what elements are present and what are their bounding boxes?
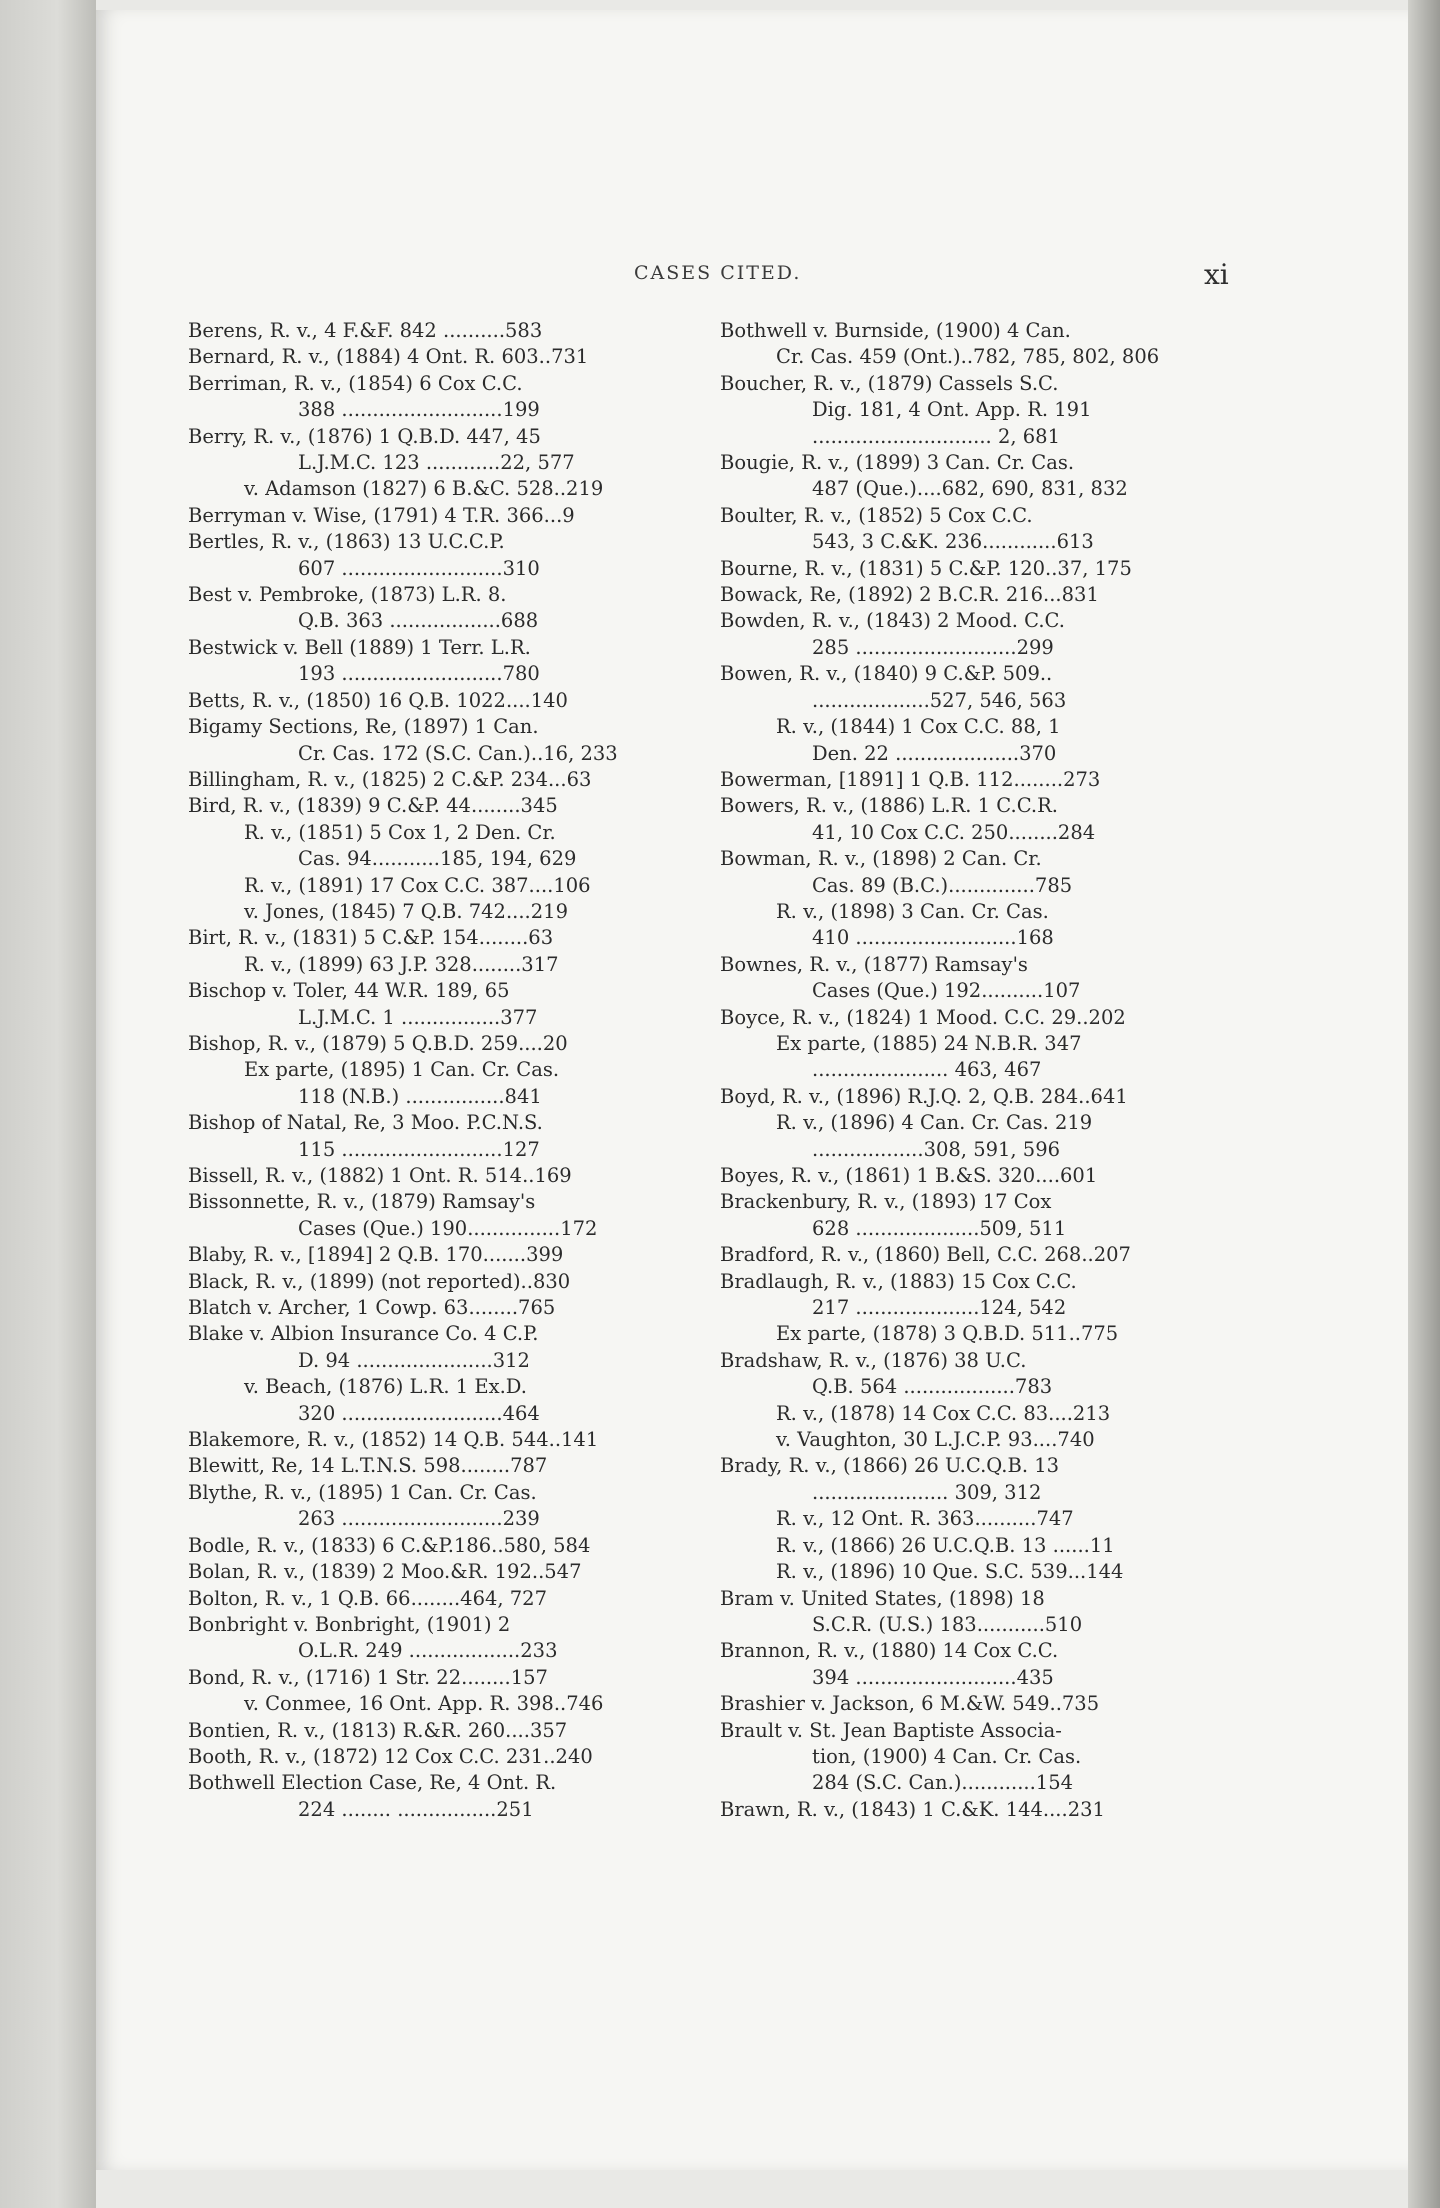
case-entry: [720, 1269, 1220, 1322]
case-entry-line: Bowerman, [1891] 1 Q.B. 112........273: [720, 767, 1101, 791]
case-entry-line: Boyce, R. v., (1824) 1 Mood. C.C. 29..202: [720, 1005, 1126, 1029]
case-entry: [188, 952, 688, 978]
case-entry-line: ..................308, 591, 596: [812, 1137, 1061, 1161]
case-entry: [720, 793, 1220, 846]
case-entry: [188, 714, 688, 767]
case-entry: [720, 767, 1220, 793]
case-entry-line: Bolton, R. v., 1 Q.B. 66........464, 727: [188, 1586, 547, 1610]
case-entry: [188, 1295, 688, 1321]
case-entry: [188, 1586, 688, 1612]
case-entry-line: tion, (1900) 4 Can. Cr. Cas.: [812, 1744, 1082, 1768]
binding-gutter: [0, 0, 96, 2208]
case-entry-line: Bowers, R. v., (1886) L.R. 1 C.C.R.: [720, 794, 1059, 818]
case-entry: [188, 899, 688, 925]
case-entry-line: 543, 3 C.&K. 236............613: [812, 530, 1094, 554]
case-entry-line: 41, 10 Cox C.C. 250........284: [812, 820, 1096, 844]
case-entry: [720, 1506, 1220, 1532]
case-entry-line: Bourne, R. v., (1831) 5 C.&P. 120..37, 175: [720, 556, 1132, 580]
case-entry: [720, 1427, 1220, 1453]
page-edge: [1408, 0, 1440, 2208]
case-entry-line: Den. 22 ....................370: [812, 741, 1057, 765]
case-entry-line: R. v., (1844) 1 Cox C.C. 88, 1: [776, 715, 1061, 739]
case-entry-line: Bontien, R. v., (1813) R.&R. 260....357: [188, 1718, 568, 1742]
case-entry: [188, 767, 688, 793]
case-entry-line: D. 94 ......................312: [298, 1348, 530, 1372]
case-entry-line: Bowman, R. v., (1898) 2 Can. Cr.: [720, 847, 1042, 871]
case-entry: [720, 1797, 1220, 1823]
case-entry-line: Bissonnette, R. v., (1879) Ramsay's: [188, 1190, 536, 1214]
case-entry-line: Birt, R. v., (1831) 5 C.&P. 154........63: [188, 926, 554, 950]
case-entry-line: ...................... 463, 467: [812, 1058, 1042, 1082]
case-entry-line: ...................527, 546, 563: [812, 688, 1067, 712]
case-entry-line: 628 ....................509, 511: [812, 1216, 1067, 1240]
case-entry-line: Bond, R. v., (1716) 1 Str. 22........157: [188, 1665, 548, 1689]
case-entry-line: Blaby, R. v., [1894] 2 Q.B. 170.......399: [188, 1243, 564, 1267]
case-entry-line: 217 ....................124, 542: [812, 1296, 1067, 1320]
case-entry: [188, 925, 688, 951]
case-entry-line: 487 (Que.)....682, 690, 831, 832: [812, 477, 1128, 501]
case-entry-line: v. Vaughton, 30 L.J.C.P. 93....740: [776, 1428, 1095, 1452]
case-entry: [188, 1057, 688, 1110]
case-entry: [720, 661, 1220, 714]
case-entry-line: v. Conmee, 16 Ont. App. R. 398..746: [244, 1692, 604, 1716]
case-entry-line: Cas. 94...........185, 194, 629: [298, 847, 577, 871]
case-entry-line: v. Beach, (1876) L.R. 1 Ex.D.: [244, 1375, 527, 1399]
case-entry-line: Brawn, R. v., (1843) 1 C.&K. 144....231: [720, 1797, 1105, 1821]
case-entry: [720, 450, 1220, 503]
case-entry-line: L.J.M.C. 1 ................377: [298, 1005, 538, 1029]
case-entry-line: R. v., (1866) 26 U.C.Q.B. 13 ......11: [776, 1533, 1115, 1557]
case-entry-line: Brault v. St. Jean Baptiste Associa-: [720, 1718, 1062, 1742]
case-entry-line: Boyd, R. v., (1896) R.J.Q. 2, Q.B. 284..641: [720, 1084, 1128, 1108]
case-entry-line: 118 (N.B.) ................841: [298, 1084, 542, 1108]
case-entry-line: Cases (Que.) 192..........107: [812, 979, 1081, 1003]
case-entry-line: Berriman, R. v., (1854) 6 Cox C.C.: [188, 371, 523, 395]
case-entry: [188, 1031, 688, 1057]
case-entry: [188, 424, 688, 477]
case-entry-line: Ex parte, (1895) 1 Can. Cr. Cas.: [244, 1058, 560, 1082]
case-entry-line: Bowack, Re, (1892) 2 B.C.R. 216...831: [720, 583, 1099, 607]
case-entry-line: Bishop of Natal, Re, 3 Moo. P.C.N.S.: [188, 1111, 543, 1135]
case-entry-line: Boyes, R. v., (1861) 1 B.&S. 320....601: [720, 1164, 1098, 1187]
case-entry-line: Bernard, R. v., (1884) 4 Ont. R. 603..731: [188, 345, 589, 369]
case-entry: [720, 1189, 1220, 1242]
case-entry: [720, 1718, 1220, 1797]
case-entry-line: Blythe, R. v., (1895) 1 Can. Cr. Cas.: [188, 1480, 537, 1504]
case-entry: [720, 556, 1220, 582]
case-entry: [188, 1110, 688, 1163]
case-entry: [188, 1374, 688, 1427]
case-entry: [188, 1533, 688, 1559]
case-entry-line: 115 ..........................127: [298, 1137, 540, 1161]
case-entry-line: Bothwell Election Case, Re, 4 Ont. R.: [188, 1771, 557, 1795]
case-entry: [720, 1031, 1220, 1084]
case-entry-line: Bodle, R. v., (1833) 6 C.&P.186..580, 584: [188, 1533, 591, 1557]
case-entry-line: Bigamy Sections, Re, (1897) 1 Can.: [188, 715, 539, 739]
case-entry-line: Boucher, R. v., (1879) Cassels S.C.: [720, 371, 1059, 395]
case-entry-line: Blewitt, Re, 14 L.T.N.S. 598........787: [188, 1454, 548, 1478]
case-entry: [720, 1453, 1220, 1506]
case-entry-line: 607 ..........................310: [298, 556, 540, 580]
case-entry: [188, 344, 688, 370]
case-entry-line: v. Adamson (1827) 6 B.&C. 528..219: [244, 477, 604, 501]
case-entry: [720, 1348, 1220, 1401]
case-entry-line: Bowen, R. v., (1840) 9 C.&P. 509..: [720, 662, 1053, 686]
case-entry-line: 388 ..........................199: [298, 398, 540, 422]
case-entry-line: Brady, R. v., (1866) 26 U.C.Q.B. 13: [720, 1454, 1060, 1478]
case-entry-line: Blakemore, R. v., (1852) 14 Q.B. 544..141: [188, 1428, 599, 1452]
case-entry-line: Best v. Pembroke, (1873) L.R. 8.: [188, 583, 507, 607]
case-entry: [720, 1401, 1220, 1427]
case-entry: [188, 1163, 688, 1189]
case-entry: [188, 476, 688, 502]
case-entry-line: Cr. Cas. 459 (Ont.)..782, 785, 802, 806: [776, 345, 1160, 369]
case-entry: [188, 1189, 688, 1242]
case-entry: [188, 978, 688, 1031]
case-entry-line: Q.B. 564 ..................783: [812, 1375, 1053, 1399]
case-entry-line: Blatch v. Archer, 1 Cowp. 63........765: [188, 1296, 556, 1320]
case-entry: [188, 873, 688, 899]
case-entry-line: Berens, R. v., 4 F.&F. 842 ..........583: [188, 319, 543, 342]
case-entry: [720, 1586, 1220, 1639]
case-entry-line: Ex parte, (1885) 24 N.B.R. 347: [776, 1031, 1082, 1055]
case-entry: [188, 688, 688, 714]
case-entry: [188, 1427, 688, 1453]
case-entry-line: R. v., (1878) 14 Cox C.C. 83....213: [776, 1401, 1111, 1425]
case-entry-line: Bownes, R. v., (1877) Ramsay's: [720, 952, 1028, 976]
right-column: [720, 318, 1220, 1823]
case-entry: [720, 1559, 1220, 1585]
case-entry-line: 284 (S.C. Can.)............154: [812, 1771, 1074, 1795]
case-entry-line: Boulter, R. v., (1852) 5 Cox C.C.: [720, 503, 1033, 527]
case-entry-line: Billingham, R. v., (1825) 2 C.&P. 234...63: [188, 767, 592, 791]
case-entry-line: Bradshaw, R. v., (1876) 38 U.C.: [720, 1348, 1027, 1372]
case-entry: [720, 1163, 1220, 1189]
case-entry-line: Bowden, R. v., (1843) 2 Mood. C.C.: [720, 609, 1065, 633]
case-entry: [720, 371, 1220, 450]
case-entry: [720, 1005, 1220, 1031]
case-entry-line: Bolan, R. v., (1839) 2 Moo.&R. 192..547: [188, 1560, 582, 1584]
case-entry-line: Bram v. United States, (1898) 18: [720, 1586, 1045, 1610]
case-entry: [720, 846, 1220, 899]
case-entry: [188, 1480, 688, 1533]
case-entry-line: 193 ..........................780: [298, 662, 540, 686]
case-entry: [188, 793, 688, 819]
case-entry: [720, 608, 1220, 661]
case-entry: [188, 318, 688, 344]
case-entry-line: Cas. 89 (B.C.)..............785: [812, 873, 1073, 897]
left-column: [188, 318, 688, 1823]
case-entry-line: Bishop, R. v., (1879) 5 Q.B.D. 259....20: [188, 1031, 568, 1055]
case-entry: [188, 635, 688, 688]
case-entry-line: Berryman v. Wise, (1791) 4 T.R. 366...9: [188, 503, 575, 527]
case-entry: [720, 1242, 1220, 1268]
case-entry-line: Bradlaugh, R. v., (1883) 15 Cox C.C.: [720, 1269, 1077, 1293]
case-entry-line: L.J.M.C. 123 ............22, 577: [298, 451, 575, 475]
case-entry-line: S.C.R. (U.S.) 183...........510: [812, 1612, 1083, 1636]
case-entry: [720, 1638, 1220, 1691]
case-entry: [188, 1242, 688, 1268]
case-entry-line: Bougie, R. v., (1899) 3 Can. Cr. Cas.: [720, 451, 1075, 475]
case-entry-line: R. v., 12 Ont. R. 363..........747: [776, 1507, 1074, 1531]
case-entry-line: Q.B. 363 ..................688: [298, 609, 539, 633]
case-entry: [720, 582, 1220, 608]
case-entry-line: Bertles, R. v., (1863) 13 U.C.C.P.: [188, 530, 505, 554]
case-entry-line: v. Jones, (1845) 7 Q.B. 742....219: [244, 899, 568, 923]
case-entry: [720, 1321, 1220, 1347]
case-entry: [188, 1665, 688, 1691]
case-entry: [188, 820, 688, 873]
case-entry: [720, 1533, 1220, 1559]
case-entry-line: Cr. Cas. 172 (S.C. Can.)..16, 233: [298, 741, 618, 765]
case-entry: [188, 1718, 688, 1744]
case-entry-line: 263 ..........................239: [298, 1507, 540, 1531]
case-entry: [720, 952, 1220, 1005]
case-entry-line: Blake v. Albion Insurance Co. 4 C.P.: [188, 1322, 539, 1346]
case-entry-line: ............................. 2, 681: [812, 424, 1060, 448]
case-entry: [188, 1559, 688, 1585]
case-entry-line: Bothwell v. Burnside, (1900) 4 Can.: [720, 319, 1071, 342]
case-entry: [188, 582, 688, 635]
case-entry-line: 224 ........ ................251: [298, 1797, 534, 1821]
case-entry: [188, 1744, 688, 1770]
case-entry-line: Bradford, R. v., (1860) Bell, C.C. 268..207: [720, 1243, 1131, 1267]
page-number: xi: [1204, 258, 1229, 291]
case-entry-line: Brannon, R. v., (1880) 14 Cox C.C.: [720, 1639, 1059, 1663]
case-entry: [188, 503, 688, 529]
case-entry: [188, 1321, 688, 1374]
case-entry: [720, 1084, 1220, 1110]
case-entry-line: Booth, R. v., (1872) 12 Cox C.C. 231..240: [188, 1744, 593, 1768]
case-entry-line: Black, R. v., (1899) (not reported)..830: [188, 1269, 571, 1293]
case-entry-line: Ex parte, (1878) 3 Q.B.D. 511..775: [776, 1322, 1119, 1346]
case-entry-line: R. v., (1896) 4 Can. Cr. Cas. 219: [776, 1111, 1093, 1135]
case-entry: [188, 1691, 688, 1717]
case-entry-line: Bischop v. Toler, 44 W.R. 189, 65: [188, 979, 510, 1003]
case-entry-line: R. v., (1891) 17 Cox C.C. 387....106: [244, 873, 591, 897]
case-entry-line: 320 ..........................464: [298, 1401, 540, 1425]
case-entry: [188, 529, 688, 582]
case-entry-line: Bonbright v. Bonbright, (1901) 2: [188, 1612, 511, 1636]
case-entry: [188, 1269, 688, 1295]
case-entry-line: Bird, R. v., (1839) 9 C.&P. 44........345: [188, 794, 558, 818]
case-entry-line: 285 ..........................299: [812, 635, 1054, 659]
case-entry-line: Bestwick v. Bell (1889) 1 Terr. L.R.: [188, 635, 531, 659]
case-entry: [720, 899, 1220, 952]
case-entry: [188, 371, 688, 424]
case-entry-line: R. v., (1899) 63 J.P. 328........317: [244, 952, 559, 976]
case-entry-line: Cases (Que.) 190...............172: [298, 1216, 598, 1240]
case-entry-line: R. v., (1898) 3 Can. Cr. Cas.: [776, 899, 1049, 923]
running-head: CASES CITED.: [634, 262, 802, 284]
case-entry: [720, 1110, 1220, 1163]
case-entry-line: Brashier v. Jackson, 6 M.&W. 549..735: [720, 1692, 1100, 1716]
case-entry-line: Berry, R. v., (1876) 1 Q.B.D. 447, 45: [188, 424, 541, 448]
case-entry-line: Brackenbury, R. v., (1893) 17 Cox: [720, 1190, 1052, 1214]
case-entry-line: R. v., (1896) 10 Que. S.C. 539...144: [776, 1560, 1124, 1584]
case-entry-line: 394 ..........................435: [812, 1665, 1054, 1689]
case-entry: [188, 1770, 688, 1823]
case-entry-line: O.L.R. 249 ..................233: [298, 1639, 558, 1663]
case-entry-line: 410 ..........................168: [812, 926, 1054, 950]
case-entry-line: Bissell, R. v., (1882) 1 Ont. R. 514..169: [188, 1164, 572, 1187]
case-entry: [188, 1453, 688, 1479]
case-entry: [188, 1612, 688, 1665]
case-entry-line: Betts, R. v., (1850) 16 Q.B. 1022....140: [188, 688, 568, 712]
case-entry-line: R. v., (1851) 5 Cox 1, 2 Den. Cr.: [244, 820, 556, 844]
case-entry: [720, 318, 1220, 371]
case-entry-line: ...................... 309, 312: [812, 1480, 1042, 1504]
case-entry: [720, 1691, 1220, 1717]
case-entry: [720, 714, 1220, 767]
case-entry: [720, 503, 1220, 556]
case-entry-line: Dig. 181, 4 Ont. App. R. 191: [812, 398, 1092, 422]
